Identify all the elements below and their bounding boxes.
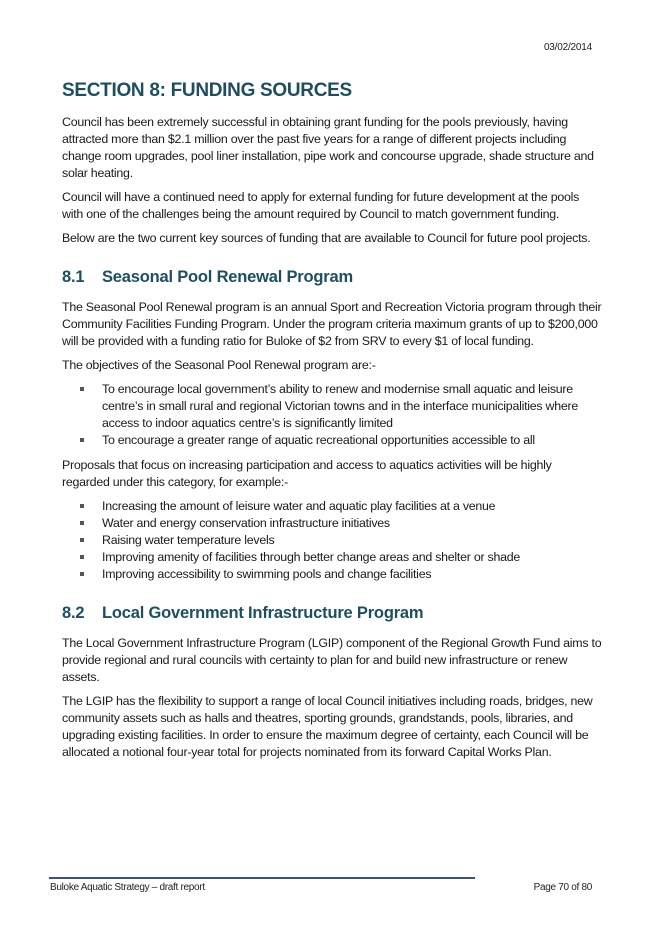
- list-item: To encourage local government’s ability to renew and modernise small aquatic and leisure centre’s in small rural and regional Victorian towns and in the interface municipalities where access to indoor aquatics centre’s is significantly limited: [102, 381, 602, 432]
- examples-list: [62, 498, 602, 583]
- section-title: SECTION 8: FUNDING SOURCES: [62, 80, 352, 101]
- subsection-title: Seasonal Pool Renewal Program: [102, 268, 353, 286]
- intro-paragraph: Council will have a continued need to apply for external funding for future development at the pools with one of the challenges being the amount required by Council to match government funding.: [62, 190, 580, 221]
- paragraph: The LGIP has the flexibility to support a range of local Council initiatives including roads, bridges, new community assets such as halls and theatres, sporting grounds, grandstands, pools, libraries, and upgrading existing facilities. In order to ensure the maximum degree of certainty, each Council will be allocated a notional four-year total for projects nominated from its forward Capital Works Plan.: [62, 694, 593, 759]
- list-item: Increasing the amount of leisure water and aquatic play facilities at a venue: [102, 498, 602, 515]
- paragraph: Proposals that focus on increasing participation and access to aquatics activities will be highly regarded under this category, for example:-: [62, 458, 552, 489]
- square-bullet-icon: [80, 572, 84, 576]
- list-item: To encourage a greater range of aquatic recreational opportunities accessible to all: [102, 432, 602, 449]
- square-bullet-icon: [80, 387, 84, 391]
- subsection-heading-8-2: [62, 604, 602, 623]
- subsection-heading-8-1: [62, 268, 602, 287]
- list-item: Water and energy conservation infrastructure initiatives: [102, 515, 602, 532]
- square-bullet-icon: [80, 538, 84, 542]
- list-item: Raising water temperature levels: [102, 532, 602, 549]
- footer-divider: [49, 877, 475, 879]
- subsection-title: Local Government Infrastructure Program: [102, 604, 424, 622]
- list-item: Improving amenity of facilities through better change areas and shelter or shade: [102, 549, 602, 566]
- page-content: [62, 80, 602, 768]
- square-bullet-icon: [80, 438, 84, 442]
- footer-document-title: Buloke Aquatic Strategy – draft report: [50, 882, 205, 893]
- subsection-number: 8.2: [62, 604, 85, 622]
- subsection-number: 8.1: [62, 268, 85, 286]
- paragraph: The Seasonal Pool Renewal program is an annual Sport and Recreation Victoria program through their Community Facilities Funding Program. Under the program criteria maximum grants of up to $200,000 will be provided with a funding ratio for Buloke of $2 from SRV to every $1 of local funding.: [62, 300, 602, 348]
- header-date: 03/02/2014: [543, 42, 592, 53]
- intro-paragraph: Below are the two current key sources of funding that are available to Council for future pool projects.: [62, 231, 591, 245]
- square-bullet-icon: [80, 504, 84, 508]
- paragraph: The objectives of the Seasonal Pool Renewal program are:-: [62, 358, 376, 372]
- list-item: Improving accessibility to swimming pools and change facilities: [102, 566, 602, 583]
- footer-page-number: Page 70 of 80: [533, 882, 592, 893]
- paragraph: The Local Government Infrastructure Program (LGIP) component of the Regional Growth Fund aims to provide regional and rural councils with certainty to plan for and build new infrastructure or renew assets.: [62, 636, 602, 684]
- objectives-list: [62, 381, 602, 449]
- square-bullet-icon: [80, 521, 84, 525]
- intro-paragraph: Council has been extremely successful in obtaining grant funding for the pools previously, having attracted more than $2.1 million over the past five years for a range of different projects including change room upgrades, pool liner installation, pipe work and concourse upgrade, shade structure and solar heating.: [62, 115, 594, 180]
- square-bullet-icon: [80, 555, 84, 559]
